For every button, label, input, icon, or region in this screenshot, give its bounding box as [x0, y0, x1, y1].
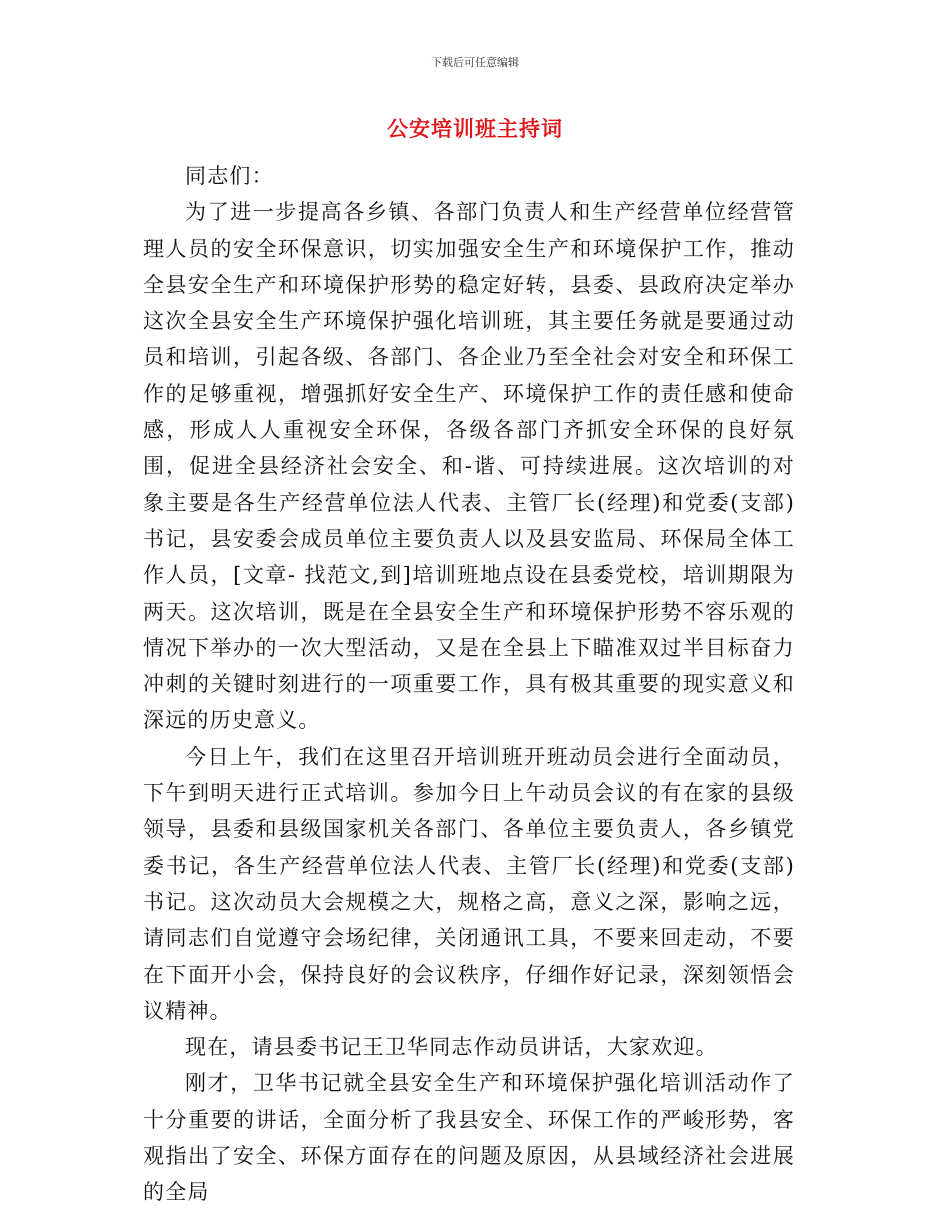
page-header: 下载后可任意编辑 — [431, 56, 519, 69]
body-paragraph: 刚才，卫华书记就全县安全生产和环境保护强化培训活动作了十分重要的讲话，全面分析了我县安全、环保工作的严峻形势，客观指出了安全、环保方面存在的问题及原因，从县域经济社会进展的全局 — [143, 1071, 795, 1205]
document-title: 公安培训班主持词 — [387, 116, 563, 141]
body-paragraph: 为了进一步提高各乡镇、各部门负责人和生产经营单位经营管理人员的安全环保意识，切实加强安全生产和环境保护工作，推动全县安全生产和环境保护形势的稳定好转，县委、县政府决定举办这次全县安全生产环境保护强化培训班，其主要任务就是要通过动员和培训，引起各级、各部门、各企业乃至全社会对安全和环保工作的足够重视，增强抓好安全生产、环境保护工作的责任感和使命感，形成人人重视安全环保，各级各部门齐抓安全环保的良好氛围，促进全县经济社会安全、和-谐、可持续进展。这次培训的对象主要是各生产经营单位法人代表、主管厂长(经理)和党委(支部)书记，县安委会成员单位主要负责人以及县安监局、环保局全体工作人员，[文章- 找范文,到]培训班地点设在县委党校，培训期限为两天。这次培训，既是在全县安全生产和环境保护形势不容乐观的情况下举办的一次大型活动，又是在全县上下瞄准双过半目标奋力冲刺的关键时刻进行的一项重要工作，具有极其重要的现实意义和深远的历史意义。 — [143, 200, 795, 733]
body-paragraph: 现在，请县委书记王卫华同志作动员讲话，大家欢迎。 — [185, 1035, 718, 1060]
salutation-paragraph: 同志们： — [185, 164, 274, 188]
body-paragraph: 今日上午，我们在这里召开培训班开班动员会进行全面动员，下午到明天进行正式培训。参加今日上午动员会议的有在家的县级领导，县委和县级国家机关各部门、各单位主要负责人，各乡镇党委书记，各生产经营单位法人代表、主管厂长(经理)和党委(支部)书记。这次动员大会规模之大，规格之高，意义之深，影响之远，请同志们自觉遵守会场纪律，关闭通讯工具，不要来回走动，不要在下面开小会，保持良好的会议秩序，仔细作好记录，深刻领悟会议精神。 — [143, 744, 795, 1023]
document-body — [143, 158, 795, 1211]
